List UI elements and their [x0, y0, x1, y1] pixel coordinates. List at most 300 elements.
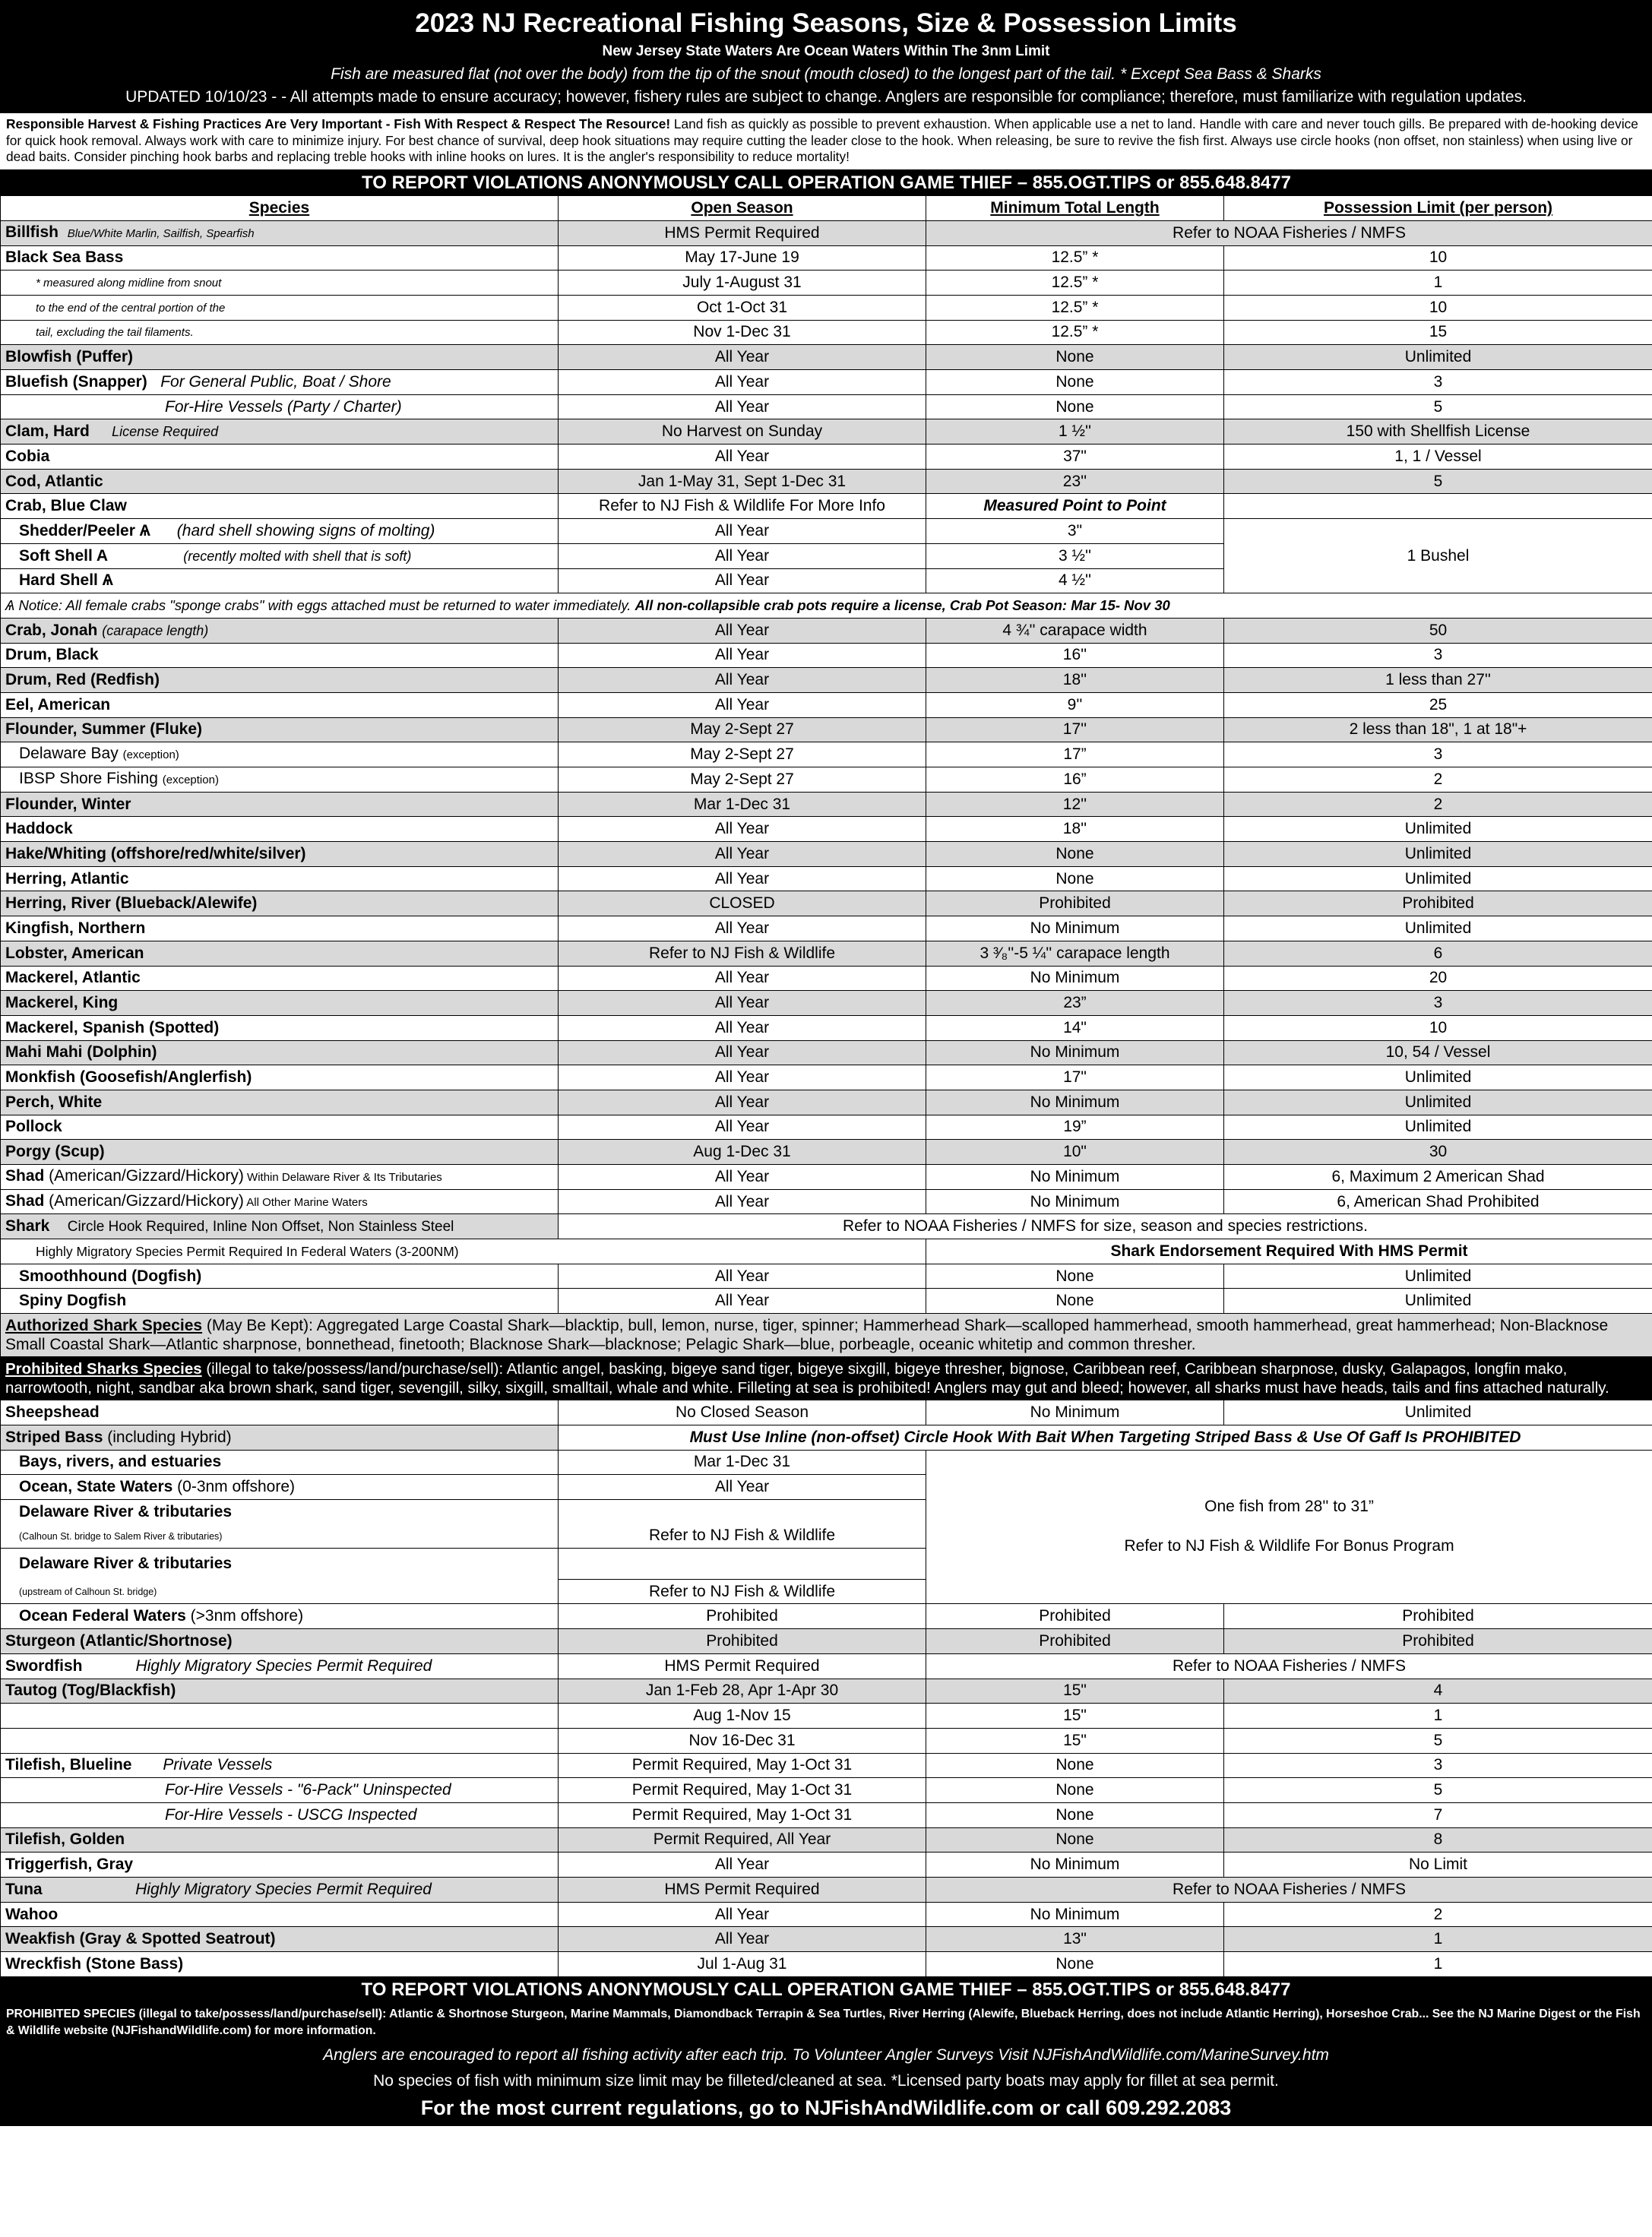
table-row — [1, 1264, 1652, 1289]
min-length: None — [926, 345, 1224, 370]
table-row — [1, 767, 1652, 793]
possession-limit: 6, Maximum 2 American Shad — [1224, 1165, 1652, 1190]
species-detail: (American/Gizzard/Hickory) — [44, 1191, 244, 1210]
min-length: No Minimum — [926, 1165, 1224, 1190]
open-season: Refer to NJ Fish & Wildlife — [559, 941, 926, 966]
table-row — [1, 370, 1652, 395]
open-season: All Year — [559, 1090, 926, 1115]
open-season: All Year — [559, 966, 926, 991]
min-length: None — [926, 866, 1224, 891]
open-season: HMS Permit Required — [559, 220, 926, 245]
min-length: 16” — [926, 767, 1224, 793]
possession-limit: 10 — [1224, 295, 1652, 320]
table-row — [1, 320, 1652, 345]
table-row — [1, 1653, 1652, 1679]
table-row — [1, 668, 1652, 693]
open-season: Jan 1-May 31, Sept 1-Dec 31 — [559, 469, 926, 494]
species-note: (hard shell showing signs of molting) — [176, 521, 435, 539]
species-name: Crab, Blue Claw — [5, 497, 127, 515]
open-season: All Year — [559, 1853, 926, 1878]
min-length: 23” — [926, 991, 1224, 1016]
table-row — [1, 742, 1652, 767]
open-season: Aug 1-Dec 31 — [559, 1140, 926, 1165]
possession-limit: 1 — [1224, 1704, 1652, 1729]
species-note: Highly Migratory Species Permit Required — [135, 1656, 432, 1675]
page-subtitle: New Jersey State Waters Are Ocean Waters Within The 3nm Limit — [602, 43, 1050, 59]
min-length: 4 ½'' — [926, 568, 1224, 593]
table-row — [1, 1357, 1652, 1400]
possession-limit: 4 — [1224, 1679, 1652, 1704]
open-season: Aug 1-Nov 15 — [559, 1704, 926, 1729]
species-name: Herring, Atlantic — [5, 869, 129, 888]
species-note: Highly Migratory Species Permit Required In Federal Waters (3-200NM) — [36, 1243, 459, 1259]
table-row — [1, 866, 1652, 891]
table-row — [1, 1902, 1652, 1927]
open-season: May 2-Sept 27 — [559, 767, 926, 793]
crab-pot-notice: All non-collapsible crab pots require a license, Crab Pot Season: Mar 15- Nov 30 — [635, 597, 1170, 614]
possession-limit: 3 — [1224, 370, 1652, 395]
species-name: IBSP Shore Fishing — [19, 769, 158, 787]
species-name: Crab, Jonah — [5, 621, 98, 639]
intro-text: Land fish as quickly as possible to prevent exhaustion. When applicable use a net to land. Handle with care and never touch gills. Be prepared with de-hooking device for quick hook removal. Always work with care to minimize injury. For best chance of survival, deep hook situations may require cutting the leader close to the hook. When releasing, be sure to revive the fish first. Always use circle hooks (non offset, non stainless) when using live or dead baits. Consider pinching hook barbs and replacing treble hooks with inline hooks on lures. It is the angler's responsibility to reduce mortality! — [6, 116, 1638, 164]
species-note: * measured along midline from snout — [36, 277, 222, 290]
possession-limit: 1 — [1224, 1927, 1652, 1952]
possession-limit: No Limit — [1224, 1853, 1652, 1878]
intro-bold: Responsible Harvest & Fishing Practices Are Very Important - Fish With Respect & Respect The Resource! — [6, 116, 671, 131]
open-season: Mar 1-Dec 31 — [559, 792, 926, 817]
possession-limit: Unlimited — [1224, 1065, 1652, 1090]
crab-notice: Ѧ Notice: All female crabs "sponge crabs" with eggs attached must be returned to water immediately. — [5, 597, 635, 614]
possession-limit: 3 — [1224, 1753, 1652, 1778]
possession-limit: 3 — [1224, 643, 1652, 668]
species-note: License Required — [112, 424, 219, 440]
prohibited-sharks-text: (illegal to take/possess/land/purchase/sell): Atlantic angel, basking, bigeye sand tiger, bigeye sixgill, bigeye thresher, bignose, Caribbean reef, Caribbean sharpnose, dusky, Galapagos, longfin mako, narrowtooth, night, sandbar aka brown shark, sand tiger, sevengill, silky, sixgill, smalltail, whale and white. Filleting at sea is prohibited! Anglers may gut and bleed; however, all sharks must have heads, tails and fins attached naturally. — [5, 1360, 1609, 1397]
open-season: All Year — [559, 668, 926, 693]
open-season: All Year — [559, 519, 926, 544]
possession-limit: 10, 54 / Vessel — [1224, 1040, 1652, 1065]
page-title: 2023 NJ Recreational Fishing Seasons, Size & Possession Limits — [415, 8, 1237, 38]
possession-limit: 1 — [1224, 1952, 1652, 1977]
possession-limit: Unlimited — [1224, 916, 1652, 941]
open-season: Prohibited — [559, 1629, 926, 1654]
species-name: Blowfish (Puffer) — [5, 348, 133, 366]
possession-limit: 1 less than 27'' — [1224, 668, 1652, 693]
open-season: Permit Required, May 1-Oct 31 — [559, 1778, 926, 1803]
species-detail: (American/Gizzard/Hickory) — [44, 1166, 244, 1185]
possession-limit: 3 — [1224, 742, 1652, 767]
min-length: Measured Point to Point — [926, 494, 1224, 519]
table-row — [1, 1704, 1652, 1729]
open-season: Prohibited — [559, 1604, 926, 1629]
merged-cell: Refer to NOAA Fisheries / NMFS — [926, 220, 1652, 245]
table-row — [1, 1140, 1652, 1165]
table-row — [1, 1753, 1652, 1778]
merged-cell: Refer to NOAA Fisheries / NMFS for size, season and species restrictions. — [559, 1214, 1652, 1239]
table-row — [1, 1400, 1652, 1425]
species-name: Mackerel, Atlantic — [5, 969, 141, 987]
species-name: Shedder/Peeler Ѧ — [19, 521, 150, 539]
open-season: All Year — [559, 692, 926, 717]
table-row — [1, 792, 1652, 817]
possession-limit: 5 — [1224, 469, 1652, 494]
regulations-table — [0, 171, 1652, 1977]
min-length: 15" — [926, 1704, 1224, 1729]
possession-limit: Unlimited — [1224, 1289, 1652, 1314]
possession-limit: 5 — [1224, 1778, 1652, 1803]
authorized-sharks-title: Authorized Shark Species — [5, 1317, 203, 1335]
col-possession-limit: Possession Limit (per person) — [1224, 196, 1652, 221]
species-name: Shad — [5, 1191, 45, 1210]
species-note: Highly Migratory Species Permit Required — [135, 1880, 432, 1898]
table-row — [1, 469, 1652, 494]
open-season: All Year — [559, 1264, 926, 1289]
table-row — [1, 519, 1652, 544]
possession-limit: Unlimited — [1224, 1400, 1652, 1425]
possession-limit: 2 less than 18", 1 at 18"+ — [1224, 717, 1652, 742]
col-open-season: Open Season — [559, 196, 926, 221]
open-season: No Harvest on Sunday — [559, 419, 926, 445]
open-season: All Year — [559, 345, 926, 370]
min-length: 14" — [926, 1015, 1224, 1040]
table-row — [1, 1827, 1652, 1853]
open-season: Refer to NJ Fish & Wildlife — [559, 1579, 926, 1604]
open-season: Permit Required, May 1-Oct 31 — [559, 1802, 926, 1827]
open-season: All Year — [559, 1189, 926, 1214]
min-length: 15" — [926, 1728, 1224, 1753]
possession-limit: Unlimited — [1224, 842, 1652, 867]
species-name: Soft Shell A — [19, 546, 109, 565]
open-season: All Year — [559, 1040, 926, 1065]
table-row — [1, 692, 1652, 717]
species-name: Flounder, Winter — [5, 795, 131, 813]
authorized-sharks-text: (May Be Kept): Aggregated Large Coastal Shark—blacktip, bull, lemon, nurse, tiger, spinner; Hammerhead Shark—scalloped hammerhead, smooth hammerhead, great hammerhead; Non-Blacknose Small Coastal Shark—Atlantic sharpnose, bonnethead, finetooth; Blacknose Shark—blacknose; Pelagic Shark—blue, porbeagle, oceanic whitetip and common thresher. — [5, 1317, 1609, 1354]
min-length: No Minimum — [926, 966, 1224, 991]
species-name: Swordfish — [5, 1656, 83, 1675]
species-note: Circle Hook Required, Inline Non Offset, Non Stainless Steel — [67, 1218, 454, 1235]
open-season: All Year — [559, 568, 926, 593]
species-note: (Calhoun St. bridge to Salem River & tributaries) — [19, 1531, 223, 1542]
open-season: July 1-August 31 — [559, 271, 926, 296]
species-name: Drum, Black — [5, 646, 99, 664]
species-name: Drum, Red (Redfish) — [5, 671, 160, 689]
species-name: Monkfish (Goosefish/Anglerfish) — [5, 1068, 252, 1087]
min-length: No Minimum — [926, 1400, 1224, 1425]
min-length: None — [926, 842, 1224, 867]
possession-limit: 5 — [1224, 394, 1652, 419]
species-name: Shad — [5, 1166, 45, 1185]
min-length: No Minimum — [926, 916, 1224, 941]
table-row — [1, 1728, 1652, 1753]
possession-limit: 50 — [1224, 618, 1652, 643]
possession-limit: 2 — [1224, 767, 1652, 793]
open-season: All Year — [559, 1165, 926, 1190]
species-name: Bays, rivers, and estuaries — [19, 1453, 222, 1471]
possession-limit: Unlimited — [1224, 1115, 1652, 1140]
species-note: (upstream of Calhoun St. bridge) — [19, 1587, 157, 1598]
possession-limit: 150 with Shellfish License — [1224, 419, 1652, 445]
table-row — [1, 1239, 1652, 1264]
species-name: Delaware River & tributaries — [19, 1502, 233, 1520]
species-name: Weakfish (Gray & Spotted Seatrout) — [5, 1930, 276, 1948]
possession-limit: 25 — [1224, 692, 1652, 717]
table-row — [1, 941, 1652, 966]
table-row — [1, 1629, 1652, 1654]
possession-limit: Prohibited — [1224, 1604, 1652, 1629]
species-name: Herring, River (Blueback/Alewife) — [5, 894, 258, 913]
species-name: Pollock — [5, 1118, 62, 1136]
footer-prohibited-species: PROHIBITED SPECIES (illegal to take/possess/land/purchase/sell): Atlantic & Shortnose Sturgeon, Marine Mammals, Diamondback Terrapin & Sea Turtles, River Herring (Alewife, Blueback Herring, does not include Atlantic Herring), Horseshoe Crab... See the NJ Marine Digest or the Fish & Wildlife website (NJFishandWildlife.com) for more information. — [6, 2007, 1641, 2037]
open-season: Mar 1-Dec 31 — [559, 1450, 926, 1475]
table-row — [1, 295, 1652, 320]
min-length: No Minimum — [926, 1040, 1224, 1065]
min-length: 1 ½'' — [926, 419, 1224, 445]
species-name: Shark — [5, 1217, 50, 1235]
table-row — [1, 1853, 1652, 1878]
species-name: Lobster, American — [5, 944, 144, 962]
species-name: Cod, Atlantic — [5, 472, 103, 490]
species-name: Tilefish, Golden — [5, 1830, 125, 1849]
table-row — [1, 1952, 1652, 1977]
species-name: Haddock — [5, 820, 73, 838]
min-length: 3 ³⁄₈''-5 ¼'' carapace length — [926, 941, 1224, 966]
species-detail: (0-3nm offshore) — [172, 1478, 295, 1496]
open-season: All Year — [559, 1015, 926, 1040]
species-note: tail, excluding the tail filaments. — [36, 326, 194, 340]
open-season: Jan 1-Feb 28, Apr 1-Apr 30 — [559, 1679, 926, 1704]
species-name: Delaware Bay — [19, 745, 119, 763]
table-row — [1, 245, 1652, 271]
possession-limit: 3 — [1224, 991, 1652, 1016]
min-length: None — [926, 1289, 1224, 1314]
species-name: Cobia — [5, 447, 50, 465]
species-name: Sturgeon (Atlantic/Shortnose) — [5, 1631, 233, 1650]
min-length: 13" — [926, 1927, 1224, 1952]
open-season: All Year — [559, 866, 926, 891]
species-name: Tilefish, Blueline — [5, 1756, 132, 1774]
open-season: All Year — [559, 817, 926, 842]
table-row — [1, 916, 1652, 941]
species-note: For-Hire Vessels (Party / Charter) — [165, 397, 402, 416]
species-name: Wreckfish (Stone Bass) — [5, 1954, 184, 1973]
open-season: All Year — [559, 543, 926, 568]
merged-cell: Refer to NOAA Fisheries / NMFS — [926, 1653, 1652, 1679]
table-row — [1, 891, 1652, 916]
table-row — [1, 1878, 1652, 1903]
merged-cell: Refer to NOAA Fisheries / NMFS — [926, 1878, 1652, 1903]
min-length: 3" — [926, 519, 1224, 544]
species-name: Delaware River & tributaries — [19, 1555, 233, 1573]
table-row — [1, 1450, 1652, 1475]
open-season: May 17-June 19 — [559, 245, 926, 271]
open-season: No Closed Season — [559, 1400, 926, 1425]
min-length: 17” — [926, 742, 1224, 767]
min-length: No Minimum — [926, 1090, 1224, 1115]
species-name: Sheepshead — [5, 1403, 100, 1421]
possession-limit: 2 — [1224, 792, 1652, 817]
species-name: Spiny Dogfish — [19, 1292, 127, 1310]
footer-fillet-note: No species of fish with minimum size limit may be filleted/cleaned at sea. *Licensed party boats may apply for fillet at sea permit. — [373, 2071, 1279, 2090]
species-name: Hake/Whiting (offshore/red/white/silver) — [5, 844, 306, 862]
min-length: 10" — [926, 1140, 1224, 1165]
species-name: Hard Shell Ѧ — [19, 571, 113, 590]
table-row — [1, 593, 1652, 619]
open-season: Nov 16-Dec 31 — [559, 1728, 926, 1753]
table-row — [1, 1927, 1652, 1952]
merged-cell: Shark Endorsement Required With HMS Permit — [926, 1239, 1652, 1264]
min-length: 12.5” * — [926, 295, 1224, 320]
min-length: 37" — [926, 445, 1224, 470]
min-length: None — [926, 1952, 1224, 1977]
min-length: No Minimum — [926, 1853, 1224, 1878]
table-row — [1, 618, 1652, 643]
open-season: All Year — [559, 991, 926, 1016]
species-name: Ocean, State Waters — [19, 1478, 173, 1496]
table-row — [1, 1015, 1652, 1040]
possession-limit: 1 — [1224, 271, 1652, 296]
open-season: Permit Required, May 1-Oct 31 — [559, 1753, 926, 1778]
merged-cell: Must Use Inline (non-offset) Circle Hook With Bait When Targeting Striped Bass & Use Of Gaff Is PROHIBITED — [559, 1425, 1652, 1450]
possession-limit: Unlimited — [1224, 817, 1652, 842]
table-row — [1, 419, 1652, 445]
page-footer — [0, 1977, 1652, 2126]
min-length: 4 ¾'' carapace width — [926, 618, 1224, 643]
bonus-program: Refer to NJ Fish & Wildlife For Bonus Program — [1124, 1537, 1454, 1555]
open-season: HMS Permit Required — [559, 1878, 926, 1903]
table-row — [1, 1040, 1652, 1065]
open-season: All Year — [559, 1902, 926, 1927]
species-note: to the end of the central portion of the — [36, 301, 226, 315]
table-row — [1, 817, 1652, 842]
footer-survey-note: Anglers are encouraged to report all fishing activity after each trip. To Volunteer Angler Surveys Visit NJFishAndWildlife.com/MarineSurvey.htm — [323, 2046, 1329, 2064]
table-row — [1, 345, 1652, 370]
min-length: 16'' — [926, 643, 1224, 668]
possession-limit: Unlimited — [1224, 866, 1652, 891]
table-row — [1, 842, 1652, 867]
possession-limit: Prohibited — [1224, 1629, 1652, 1654]
possession-limit: 10 — [1224, 1015, 1652, 1040]
prohibited-sharks-title: Prohibited Sharks Species — [5, 1360, 202, 1378]
species-note: All Other Marine Waters — [243, 1195, 368, 1209]
open-season: HMS Permit Required — [559, 1653, 926, 1679]
open-season: Permit Required, All Year — [559, 1827, 926, 1853]
min-length: No Minimum — [926, 1902, 1224, 1927]
open-season: Nov 1-Dec 31 — [559, 320, 926, 345]
min-length: None — [926, 1827, 1224, 1853]
min-length: Prohibited — [926, 1604, 1224, 1629]
open-season: All Year — [559, 1289, 926, 1314]
min-length: 12'' — [926, 792, 1224, 817]
table-row — [1, 445, 1652, 470]
possession-limit: 1, 1 / Vessel — [1224, 445, 1652, 470]
species-note: (recently molted with shell that is soft) — [183, 548, 412, 564]
open-season: Refer to NJ Fish & Wildlife — [559, 1524, 926, 1549]
possession-limit: Unlimited — [1224, 345, 1652, 370]
table-row — [1, 1165, 1652, 1190]
table-row — [1, 1314, 1652, 1357]
table-row — [1, 643, 1652, 668]
footer-current-regs: For the most current regulations, go to NJFishAndWildlife.com or call 609.292.2083 — [420, 2096, 1232, 2119]
min-length: None — [926, 1802, 1224, 1827]
min-length: None — [926, 370, 1224, 395]
open-season: Refer to NJ Fish & Wildlife For More Info — [559, 494, 926, 519]
open-season: CLOSED — [559, 891, 926, 916]
species-name: Black Sea Bass — [5, 248, 124, 267]
species-detail: (including Hybrid) — [103, 1428, 232, 1446]
possession-limit: 30 — [1224, 1140, 1652, 1165]
species-name: Mackerel, Spanish (Spotted) — [5, 1018, 220, 1036]
table-row — [1, 1778, 1652, 1803]
page-header — [0, 0, 1652, 113]
min-length: 18'' — [926, 817, 1224, 842]
table-row — [1, 494, 1652, 519]
possession-limit: 1 Bushel — [1224, 519, 1652, 593]
table-row — [1, 1679, 1652, 1704]
species-name: Tuna — [5, 1880, 43, 1898]
open-season: All Year — [559, 370, 926, 395]
species-name: Triggerfish, Gray — [5, 1856, 134, 1874]
possession-limit: Unlimited — [1224, 1090, 1652, 1115]
table-row — [1, 1289, 1652, 1314]
possession-limit: 20 — [1224, 966, 1652, 991]
open-season: All Year — [559, 394, 926, 419]
table-row — [1, 1090, 1652, 1115]
possession-limit: 8 — [1224, 1827, 1652, 1853]
report-violations-banner: TO REPORT VIOLATIONS ANONYMOUSLY CALL OPERATION GAME THIEF – 855.OGT.TIPS or 855.648.8477 — [1, 171, 1652, 196]
species-note: (exception) — [162, 773, 219, 786]
min-length: 9'' — [926, 692, 1224, 717]
species-name: Striped Bass — [5, 1428, 103, 1446]
species-name: Eel, American — [5, 695, 111, 713]
species-note: Private Vessels — [163, 1756, 273, 1774]
footer-report-violations: TO REPORT VIOLATIONS ANONYMOUSLY CALL OPERATION GAME THIEF – 855.OGT.TIPS or 855.648.8477 — [361, 1979, 1291, 2000]
table-row — [1, 1189, 1652, 1214]
min-length: 12.5” * — [926, 245, 1224, 271]
min-length: 3 ½'' — [926, 543, 1224, 568]
col-min-length: Minimum Total Length — [926, 196, 1224, 221]
min-length: 19” — [926, 1115, 1224, 1140]
species-name: Perch, White — [5, 1093, 103, 1111]
possession-limit: 2 — [1224, 1902, 1652, 1927]
possession-limit: 6, American Shad Prohibited — [1224, 1189, 1652, 1214]
open-season: May 2-Sept 27 — [559, 717, 926, 742]
species-name: Flounder, Summer (Fluke) — [5, 720, 203, 739]
min-length: 17" — [926, 1065, 1224, 1090]
table-row — [1, 1604, 1652, 1629]
open-season: All Year — [559, 445, 926, 470]
update-note: UPDATED 10/10/23 - - All attempts made to ensure accuracy; however, fishery rules are subject to change. Anglers are responsible for compliance; therefore, must familiarize with regulation updates. — [125, 88, 1527, 106]
measure-note: Fish are measured flat (not over the body) from the tip of the snout (mouth closed) to the longest part of the tail. * Except Sea Bass & Sharks — [331, 65, 1321, 83]
species-name: Billfish — [5, 223, 59, 241]
table-row — [1, 220, 1652, 245]
table-row — [1, 966, 1652, 991]
table-row — [1, 1425, 1652, 1450]
min-length: 12.5” * — [926, 271, 1224, 296]
open-season: All Year — [559, 1475, 926, 1500]
species-name: Kingfish, Northern — [5, 919, 146, 937]
species-name: Mackerel, King — [5, 994, 119, 1012]
min-length: Prohibited — [926, 1629, 1224, 1654]
possession-limit: Unlimited — [1224, 1264, 1652, 1289]
striped-limit: One fish from 28'' to 31” — [1204, 1498, 1374, 1516]
species-name: Clam, Hard — [5, 422, 90, 441]
possession-limit: 10 — [1224, 245, 1652, 271]
table-row — [1, 1802, 1652, 1827]
open-season: All Year — [559, 618, 926, 643]
open-season: All Year — [559, 916, 926, 941]
species-detail: (>3nm offshore) — [185, 1607, 304, 1625]
min-length: 12.5” * — [926, 320, 1224, 345]
responsible-harvest-notice — [0, 113, 1652, 171]
